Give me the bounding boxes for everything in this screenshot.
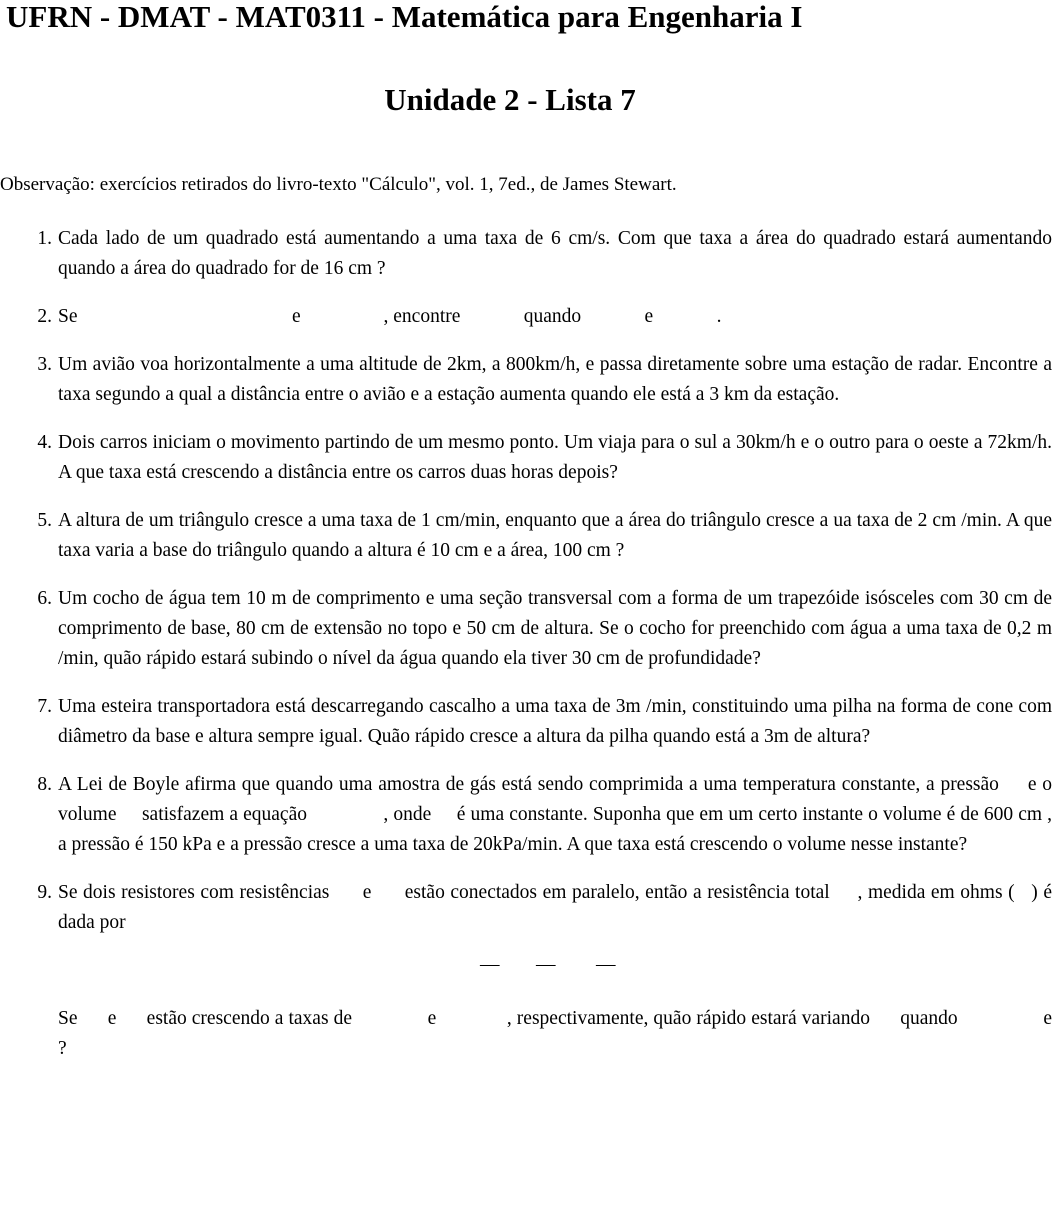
exercise-number: 5. — [37, 510, 52, 531]
exercise-text: Um cocho de água tem 10 m de comprimento e uma seção transversal com a forma de um trapezóide isósceles com 30 cm de comprimento de base, 80 cm de extensão no topo e 50 cm de altura. Se o cocho for preenchido com água a uma taxa de 0,2 m /min, quão rápido estará subindo o nível da água quando ela tiver 30 cm de profundidade? — [58, 588, 1052, 669]
exercise-number: 4. — [37, 432, 52, 453]
exercise-item-4 — [0, 428, 1052, 488]
exercise-item-3 — [0, 350, 1052, 410]
page-title: Unidade 2 - Lista 7 — [384, 82, 636, 117]
exercise-number: 7. — [37, 696, 52, 717]
exercise-list — [0, 224, 1052, 1082]
fraction-bar: — — [536, 954, 556, 975]
fraction-bar: — — [596, 954, 616, 975]
exercise-text: Se e , encontre quando e . — [58, 306, 722, 327]
exercise-text: Dois carros iniciam o movimento partindo de um mesmo ponto. Um viaja para o sul a 30km/h e o outro para o oeste a 72km/h. A que taxa está crescendo a distância entre os carros duas horas depois? — [58, 432, 1052, 483]
exercise-item-6 — [0, 584, 1052, 674]
exercise-text: A Lei de Boyle afirma que quando uma amostra de gás está sendo comprimida a uma temperatura constante, a pressão e o volume satisfazem a equação , onde é uma constante. Suponha que em um certo instante o volume é de 600 cm , a pressão é 150 kPa e a pressão cresce a uma taxa de 20kPa/min. A que taxa está crescendo o volume nesse instante? — [58, 774, 1052, 855]
exercise-item-9 — [0, 878, 1052, 1064]
exercise-number: 9. — [37, 882, 52, 903]
exercise-item-7 — [0, 692, 1052, 752]
exercise-text: Se dois resistores com resistências e estão conectados em paralelo, então a resistência total , medida em ohms ( ) é dada por — [58, 882, 1052, 933]
exercise-number: 6. — [37, 588, 52, 609]
source-note: Observação: exercícios retirados do livro-texto "Cálculo", vol. 1, 7ed., de James Stewart. — [0, 174, 677, 195]
exercise-item-5 — [0, 506, 1052, 566]
exercise-item-8 — [0, 770, 1052, 860]
exercise-text: Um avião voa horizontalmente a uma altitude de 2km, a 800km/h, e passa diretamente sobre uma estação de radar. Encontre a taxa segundo a qual a distância entre o avião e a estação aumenta quando ele está a 3 km da estação. — [58, 354, 1052, 405]
exercise-number: 2. — [37, 306, 52, 327]
exercise-text: Uma esteira transportadora está descarregando cascalho a uma taxa de 3m /min, constituindo uma pilha na forma de cone com diâmetro da base e altura sempre igual. Quão rápido cresce a altura da pilha quando está a 3m de altura? — [58, 696, 1052, 747]
exercise-text: Cada lado de um quadrado está aumentando a uma taxa de 6 cm/s. Com que taxa a área do quadrado estará aumentando quando a área do quadrado for de 16 cm ? — [58, 228, 1052, 279]
fraction-bar: — — [480, 954, 500, 975]
exercise-continuation: Se e estão crescendo a taxas de e , respectivamente, quão rápido estará variando quando e ? — [58, 1008, 1052, 1059]
resistance-equation — [58, 950, 1052, 980]
exercise-number: 3. — [37, 354, 52, 375]
exercise-item-2 — [0, 302, 1052, 332]
course-header: UFRN - DMAT - MAT0311 - Matemática para Engenharia I — [6, 0, 803, 34]
exercise-item-1 — [0, 224, 1052, 284]
exercise-number: 8. — [37, 774, 52, 795]
exercise-text: A altura de um triângulo cresce a uma taxa de 1 cm/min, enquanto que a área do triângulo cresce a ua taxa de 2 cm /min. A que taxa varia a base do triângulo quando a altura é 10 cm e a área, 100 cm ? — [58, 510, 1052, 561]
exercise-number: 1. — [37, 228, 52, 249]
